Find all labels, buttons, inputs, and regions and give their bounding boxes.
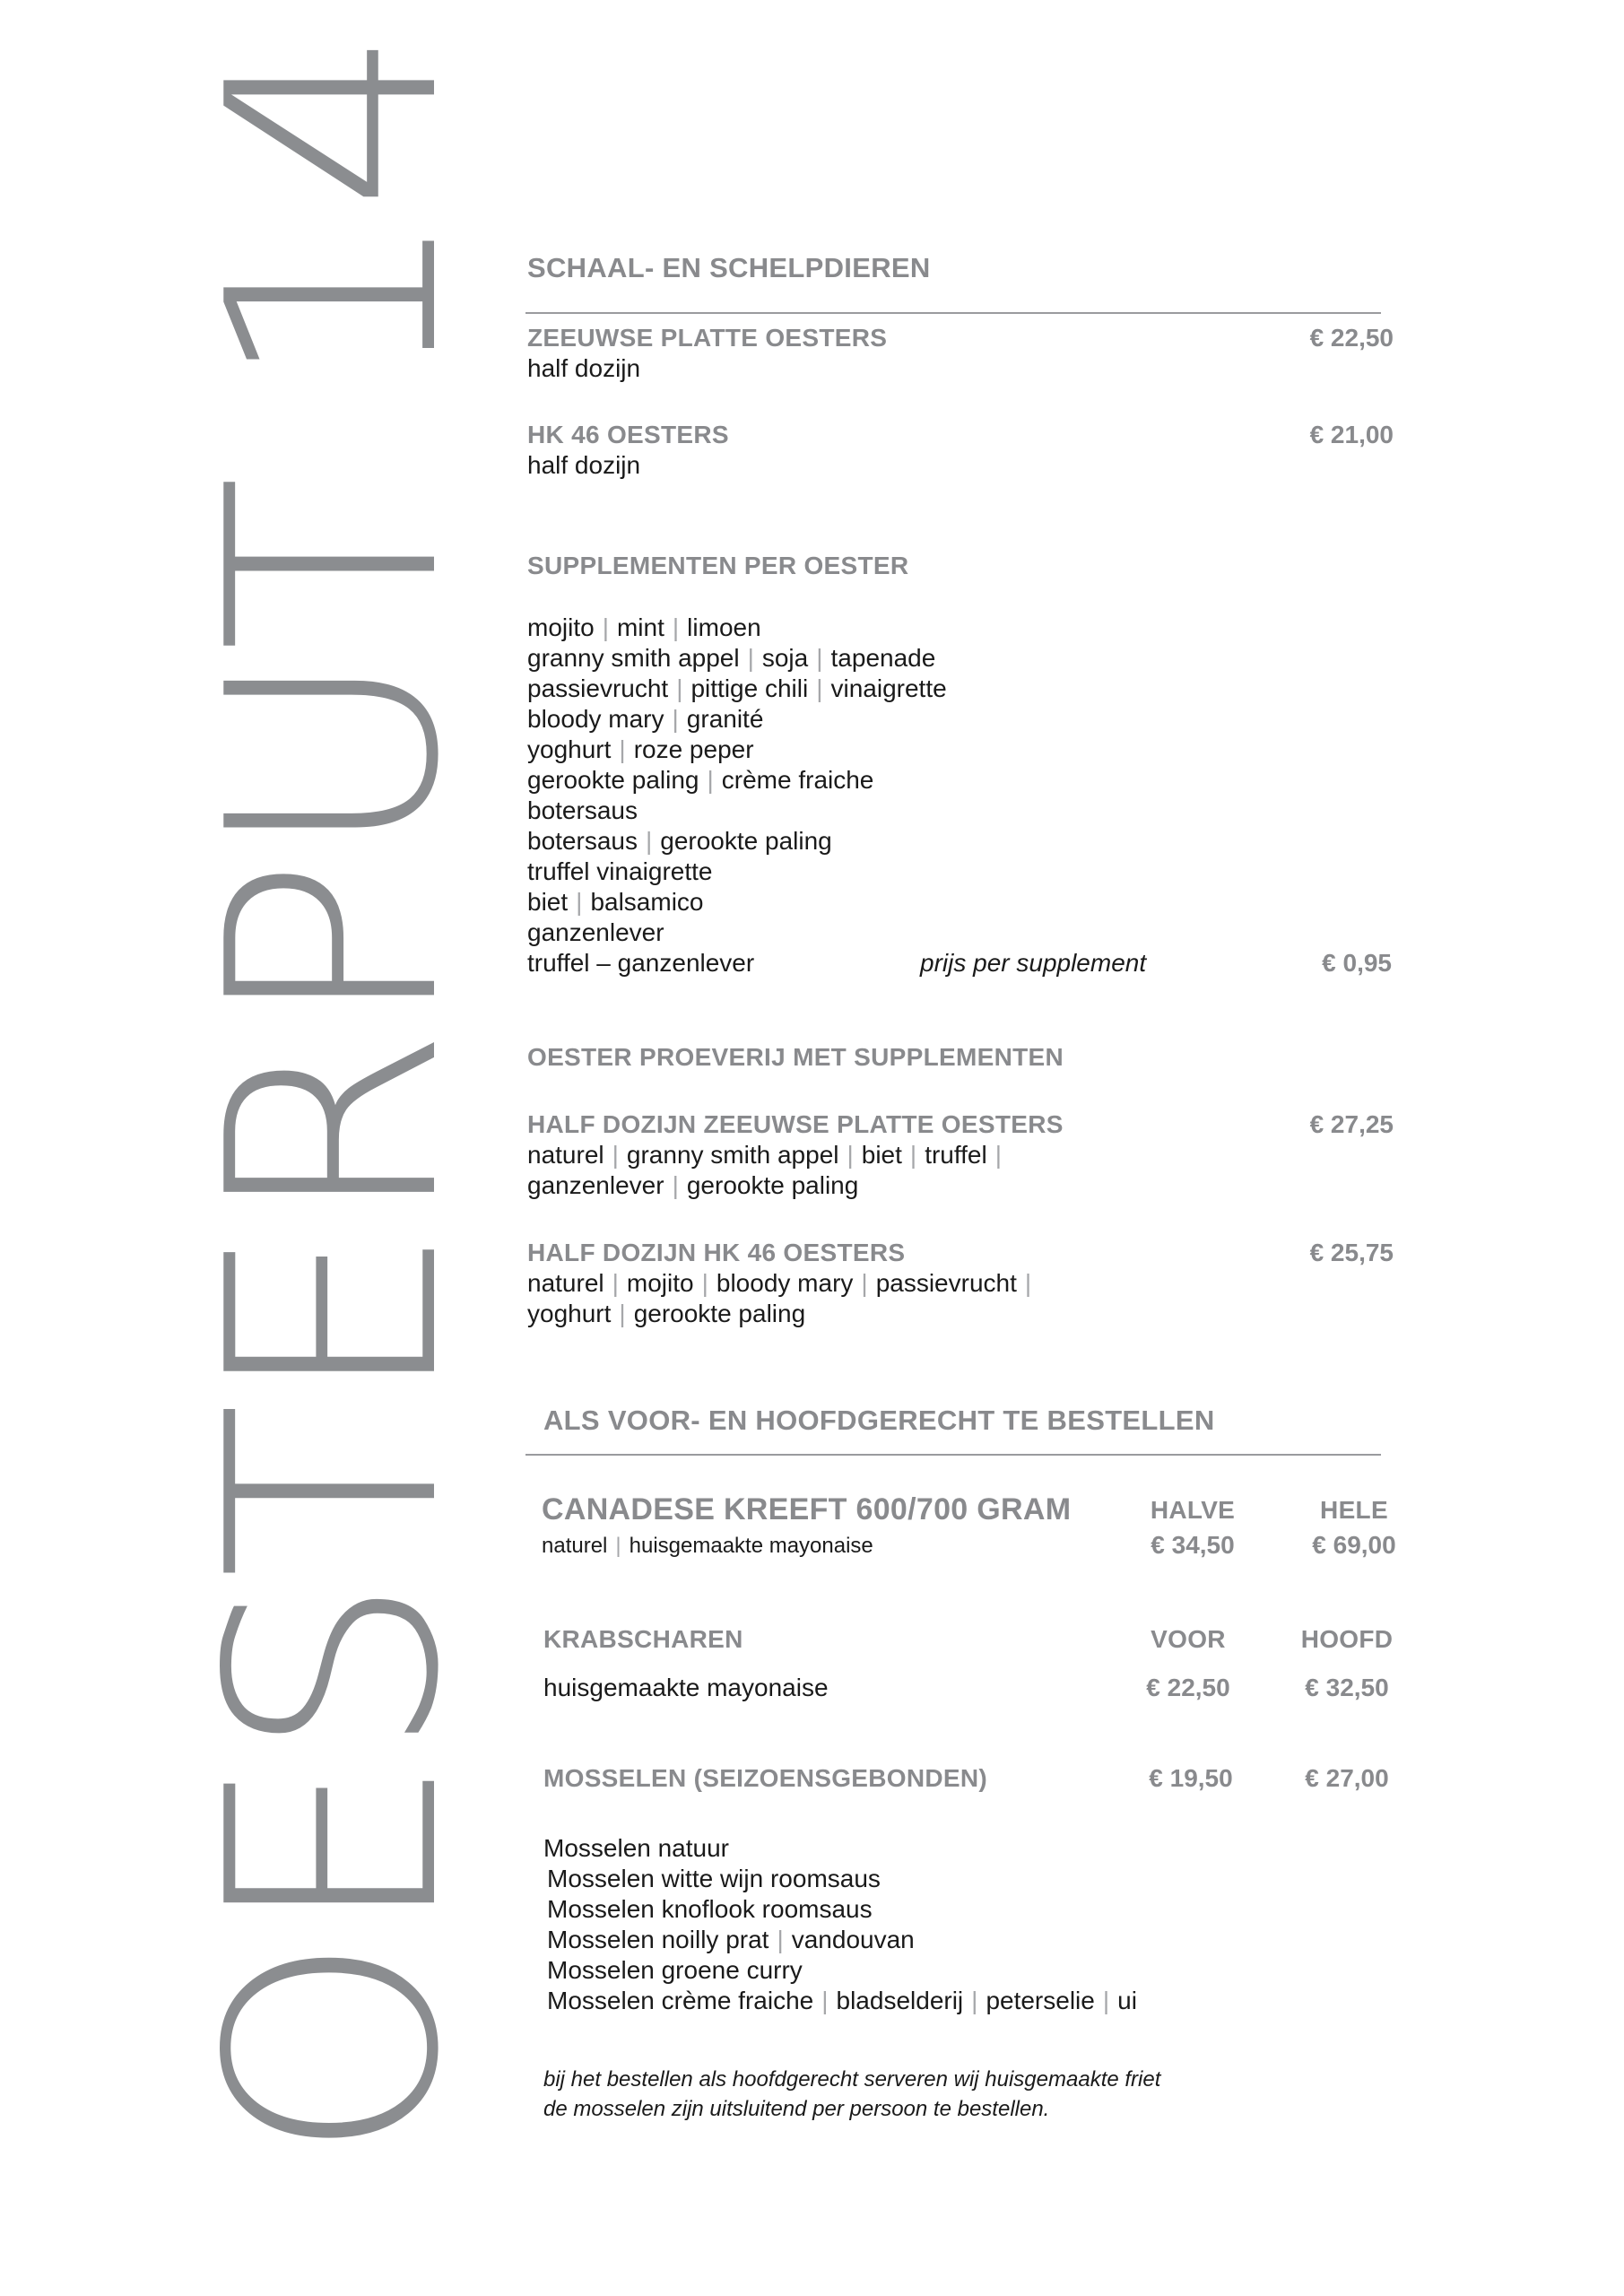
section-title-supplements: SUPPLEMENTEN PER OESTER bbox=[527, 552, 909, 579]
list-item: bloody mary | granité bbox=[527, 705, 764, 733]
item-name: HK 46 OESTERS bbox=[527, 421, 729, 448]
item-name: ZEEUWSE PLATTE OESTERS bbox=[527, 324, 888, 352]
list-item: botersaus bbox=[527, 796, 638, 824]
list-item: Mosselen crème fraiche | bladselderij | peterselie | ui bbox=[547, 1987, 1137, 2014]
list-item: mojito | mint | limoen bbox=[527, 613, 761, 641]
supplement-list bbox=[527, 613, 947, 978]
item-name: HALF DOZIJN HK 46 OESTERS bbox=[527, 1239, 906, 1266]
item-price: € 27,00 bbox=[1305, 1764, 1389, 1792]
item-description: naturel | huisgemaakte mayonaise bbox=[542, 1534, 873, 1558]
section-title-tasting: OESTER PROEVERIJ MET SUPPLEMENTEN bbox=[527, 1043, 1064, 1071]
list-item: passievrucht | pittige chili | vinaigrette bbox=[527, 674, 947, 702]
item-description: huisgemaakte mayonaise bbox=[543, 1674, 829, 1701]
list-item: Mosselen groene curry bbox=[547, 1956, 803, 1984]
item-description: naturel | granny smith appel | biet | truffel | bbox=[527, 1141, 1003, 1169]
list-item: yoghurt | roze peper bbox=[527, 735, 754, 763]
brand-column bbox=[166, 30, 502, 2161]
item-description: ganzenlever | gerookte paling bbox=[527, 1171, 859, 1199]
section-title-shellfish: SCHAAL- EN SCHELPDIEREN bbox=[527, 252, 931, 283]
column-header: VOOR bbox=[1151, 1625, 1226, 1653]
list-item: Mosselen witte wijn roomsaus bbox=[547, 1865, 881, 1892]
price-note: prijs per supplement bbox=[920, 949, 1147, 977]
section-title-mains: ALS VOOR- EN HOOFDGERECHT TE BESTELLEN bbox=[543, 1405, 1215, 1436]
item-name: HALF DOZIJN ZEEUWSE PLATTE OESTERS bbox=[527, 1110, 1064, 1138]
item-price: € 69,00 bbox=[1312, 1531, 1396, 1559]
item-name: CANADESE KREEFT 600/700 GRAM bbox=[542, 1492, 1072, 1526]
item-price: € 25,75 bbox=[1309, 1239, 1394, 1266]
item-price: € 27,25 bbox=[1309, 1110, 1394, 1138]
item-price: € 22,50 bbox=[1309, 324, 1394, 352]
footnote bbox=[543, 2065, 1160, 2124]
column-header: HOOFD bbox=[1300, 1625, 1394, 1653]
list-item: Mosselen noilly prat | vandouvan bbox=[547, 1926, 915, 1953]
item-name: MOSSELEN (SEIZOENSGEBONDEN) bbox=[543, 1764, 988, 1792]
list-item: granny smith appel | soja | tapenade bbox=[527, 644, 936, 672]
item-price: € 22,50 bbox=[1146, 1674, 1230, 1701]
section-divider bbox=[525, 1454, 1381, 1456]
list-item: Mosselen natuur bbox=[543, 1834, 730, 1862]
supplement-price: € 0,95 bbox=[1322, 949, 1392, 977]
list-item: truffel vinaigrette bbox=[527, 857, 713, 885]
list-item: ganzenlever bbox=[527, 918, 664, 946]
section-divider bbox=[525, 312, 1381, 314]
list-item: Mosselen knoflook roomsaus bbox=[547, 1895, 873, 1923]
column-header: HALVE bbox=[1150, 1496, 1236, 1524]
mussel-list bbox=[543, 1833, 1137, 2016]
footnote-line: de mosselen zijn uitsluitend per persoon te bestellen. bbox=[543, 2097, 1050, 2121]
list-item: gerookte paling | crème fraiche bbox=[527, 766, 874, 794]
list-item: biet | balsamico bbox=[527, 888, 704, 916]
item-name: KRABSCHAREN bbox=[543, 1625, 743, 1653]
item-description: half dozijn bbox=[527, 451, 641, 479]
item-price: € 34,50 bbox=[1151, 1531, 1235, 1559]
item-description: half dozijn bbox=[527, 354, 641, 382]
brand-title: OESTERPUT 14 bbox=[166, 30, 502, 2161]
list-item: botersaus | gerookte paling bbox=[527, 827, 832, 855]
footnote-line: bij het bestellen als hoofdgerecht serveren wij huisgemaakte friet bbox=[543, 2067, 1161, 2092]
item-description: yoghurt | gerookte paling bbox=[527, 1300, 806, 1327]
item-price: € 21,00 bbox=[1309, 421, 1394, 448]
item-price: € 19,50 bbox=[1149, 1764, 1233, 1792]
item-price: € 32,50 bbox=[1305, 1674, 1389, 1701]
column-header: HELE bbox=[1320, 1496, 1388, 1524]
list-item: truffel – ganzenlever bbox=[527, 949, 755, 977]
item-description: naturel | mojito | bloody mary | passievrucht | bbox=[527, 1269, 1032, 1297]
